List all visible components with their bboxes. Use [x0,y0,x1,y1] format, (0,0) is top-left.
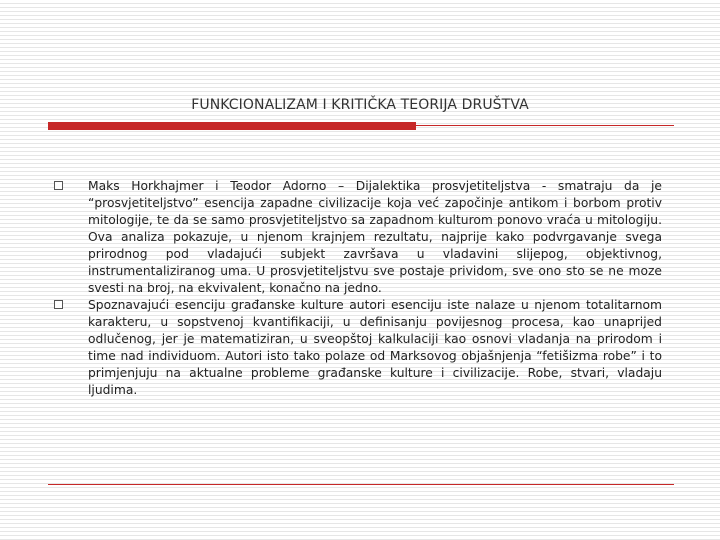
hollow-square-icon [54,181,63,190]
hollow-square-icon [54,300,63,309]
bullet-list [52,178,662,399]
bullet-item [52,178,662,297]
bullet-item [52,297,662,399]
title-underline-thick [48,122,416,130]
slide-title: FUNKCIONALIZAM I KRITIČKA TEORIJA DRUŠTVA [191,97,529,113]
bullet-text: Maks Horkhajmer i Teodor Adorno – Dijalektika prosvjetiteljstva - smatraju da je “prosvjetiteljstvo” esencija zapadne civilizacije koja već započinje antikom i borbom protiv mitologije, te da se samo prosvjetiteljstvo sa zapadnom kulturom ponovo vraća u mitologiju. Ova analiza pokazuje, u njenom krajnjem rezultatu, najprije kako podvrgavanje svega prirodnog pod vladajući subjekt završava u vladavini slijepog, objektivnog, instrumentaliziranog uma. U prosvjetiteljstvu sve postaje prividom, sve ono sto se ne moze svesti na broj, na ekvivalent, konačno na jedno. [88,179,662,295]
footer-rule [48,484,674,485]
bullet-text: Spoznavajući esenciju građanske kulture autori esenciju iste nalaze u njenom totalitarnom karakteru, u sopstvenoj kvantifikaciji, u definisanju povijesnog procesa, kao unaprijed odlučenog, jer je matematiziran, u sveopštoj kalkulaciji kao osnovi vladanja na prirodom i time nad individuom. Autori isto tako polaze od Marksovog objašnjenja “fetišizma robe” i to primjenjuju na aktualne probleme građanske kulture i civilizacije. Robe, stvari, vladaju ljudima. [88,298,662,397]
